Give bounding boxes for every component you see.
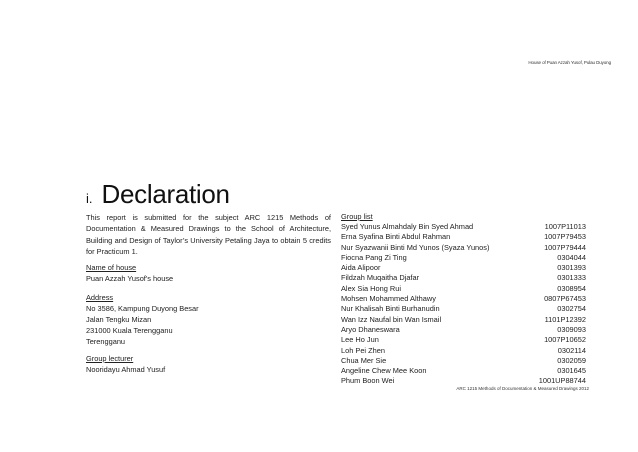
member-id: 1101P12392 <box>544 314 586 324</box>
member-id: 1001UP88744 <box>538 376 586 386</box>
member-name: Aryo Dhaneswara <box>341 324 400 334</box>
member-name: Fiocna Pang Zi Ting <box>341 252 407 262</box>
list-item <box>341 263 586 273</box>
lecturer-section <box>86 353 331 375</box>
group-list <box>341 212 586 387</box>
member-name: Loh Pei Zhen <box>341 345 385 355</box>
list-item <box>341 356 586 366</box>
member-name: Aida Alipoor <box>341 263 381 273</box>
running-footer: ARC 1215 Methods of Documentation & Measured Drawings 2012 <box>456 386 589 391</box>
list-item <box>341 304 586 314</box>
member-id: 1007P79444 <box>544 242 586 252</box>
member-id: 1007P11013 <box>544 222 586 231</box>
member-id: 0308954 <box>557 283 586 293</box>
house-name-section <box>86 262 331 284</box>
list-item <box>341 325 586 335</box>
member-id: 0302754 <box>557 304 586 314</box>
address-line: No 3586, Kampung Duyong Besar <box>86 304 199 313</box>
list-item <box>341 232 586 242</box>
member-id: 0301333 <box>557 273 586 283</box>
member-name: Syed Yunus Almahdaly Bin Syed Ahmad <box>341 222 474 231</box>
member-name: Mohsen Mohammed Althawy <box>341 294 436 304</box>
list-item <box>341 273 586 283</box>
lecturer-heading: Group lecturer <box>86 354 134 363</box>
address-heading: Address <box>86 293 114 302</box>
member-name: Nur Syazwanii Binti Md Yunos (Syaza Yunos) <box>341 242 490 252</box>
section-heading: Declaration <box>101 179 230 209</box>
list-item <box>341 294 586 304</box>
member-name: Erna Syafina Binti Abdul Rahman <box>341 232 451 242</box>
member-name: Angeline Chew Mee Koon <box>341 366 427 376</box>
member-id: 1007P79453 <box>544 232 586 242</box>
address-line: 231000 Kuala Terengganu <box>86 326 173 335</box>
section-title <box>86 179 230 211</box>
house-name-value: Puan Azzah Yusof's house <box>86 274 174 283</box>
address-line: Terengganu <box>86 337 126 346</box>
house-name-heading: Name of house <box>86 263 137 272</box>
address-line: Jalan Tengku Mizan <box>86 315 152 324</box>
list-item <box>341 346 586 356</box>
member-name: Fildzah Muqaitha Djafar <box>341 273 420 283</box>
member-id: 0304044 <box>557 252 586 262</box>
member-id: 0807P67453 <box>544 294 586 304</box>
member-id: 1007P10652 <box>544 335 586 345</box>
section-number: i. <box>86 191 93 206</box>
list-item <box>341 222 586 232</box>
member-name: Wan Izz Naufal bin Wan Ismail <box>341 314 442 324</box>
member-name: Chua Mer Sie <box>341 355 387 365</box>
address-section <box>86 292 331 347</box>
member-id: 0302114 <box>557 345 586 355</box>
running-header: House of Puan Azzah Yusof, Pulau Duyong <box>528 60 611 65</box>
member-id: 0301645 <box>557 366 586 376</box>
member-name: Alex Sia Hong Rui <box>341 283 401 293</box>
group-list-heading: Group list <box>341 212 373 221</box>
member-name: Nur Khalisah Binti Burhanudin <box>341 304 440 314</box>
member-name: Lee Ho Jun <box>341 335 379 345</box>
list-item <box>341 315 586 325</box>
member-id: 0309093 <box>557 324 586 334</box>
list-item <box>341 284 586 294</box>
declaration-paragraph: This report is submitted for the subject ARC 1215 Methods of Documentation & Measured Drawings to the School of Architecture, Building and Design of Taylor’s University Petaling Jaya to obtain 5 credits for Practicum 1. <box>86 213 331 256</box>
member-id: 0302059 <box>557 355 586 365</box>
list-item <box>341 243 586 253</box>
lecturer-name: Nooridayu Ahmad Yusuf <box>86 365 166 374</box>
member-id: 0301393 <box>557 263 586 273</box>
member-name: Phum Boon Wei <box>341 376 395 386</box>
list-item <box>341 335 586 345</box>
list-item <box>341 253 586 263</box>
list-item <box>341 366 586 376</box>
